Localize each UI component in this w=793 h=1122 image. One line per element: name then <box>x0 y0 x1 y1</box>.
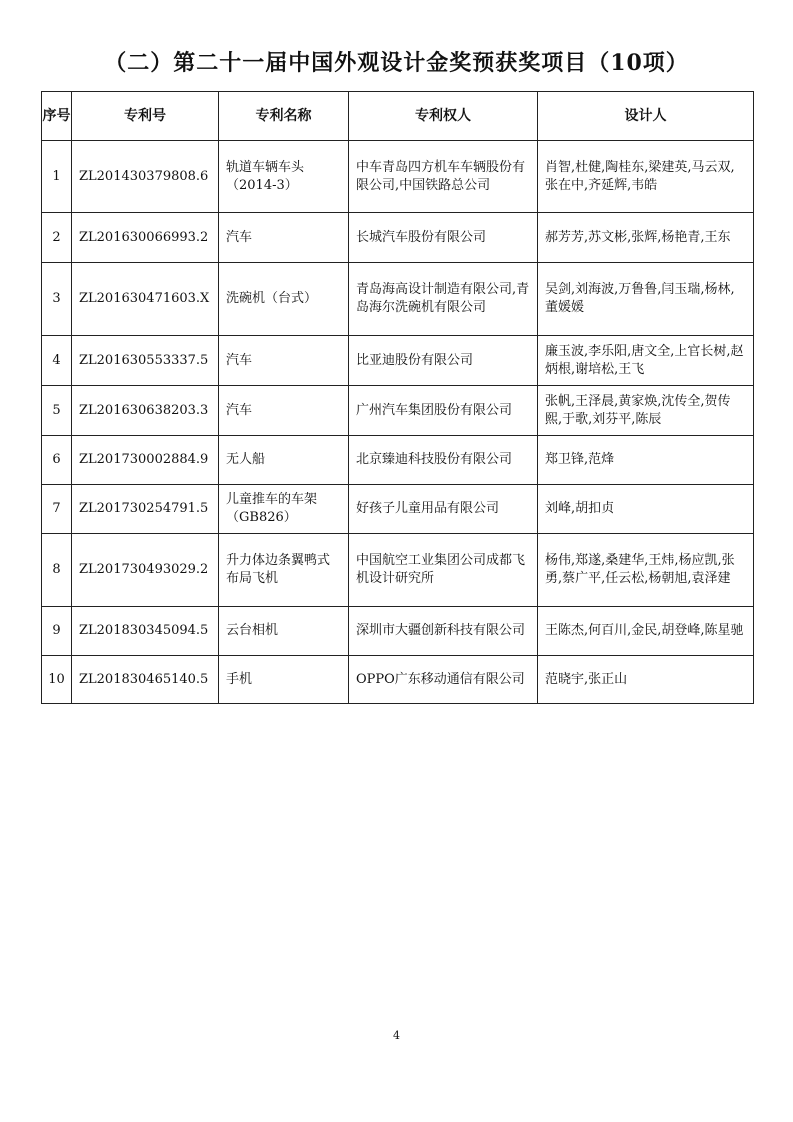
cell-patent-no: ZL201830465140.5 <box>72 656 219 704</box>
cell-seq: 10 <box>42 656 72 704</box>
cell-patent-name: 汽车 <box>219 386 349 436</box>
cell-designer: 廉玉波,李乐阳,唐文全,上官长树,赵炳根,谢培松,王飞 <box>538 336 754 386</box>
cell-patent-name: 轨道车辆车头（2014-3） <box>219 141 349 213</box>
award-table <box>41 91 754 704</box>
cell-seq: 8 <box>42 534 72 607</box>
cell-patent-no: ZL201730002884.9 <box>72 436 219 485</box>
cell-designer: 张帆,王泽晨,黄家焕,沈传全,贺传熙,于歌,刘芬平,陈辰 <box>538 386 754 436</box>
cell-patent-no: ZL201730493029.2 <box>72 534 219 607</box>
cell-patentee: 广州汽车集团股份有限公司 <box>349 386 538 436</box>
table-header-row <box>42 92 754 141</box>
cell-designer: 郑卫锋,范烽 <box>538 436 754 485</box>
table-row <box>42 386 754 436</box>
cell-patent-no: ZL201830345094.5 <box>72 607 219 656</box>
cell-designer: 范晓宇,张正山 <box>538 656 754 704</box>
cell-patentee: 青岛海高设计制造有限公司,青岛海尔洗碗机有限公司 <box>349 263 538 336</box>
cell-patentee: 深圳市大疆创新科技有限公司 <box>349 607 538 656</box>
cell-designer: 杨伟,郑遂,桑建华,王炜,杨应凯,张勇,蔡广平,任云松,杨朝旭,袁泽建 <box>538 534 754 607</box>
header-patent-no: 专利号 <box>72 92 219 141</box>
header-seq: 序号 <box>42 92 72 141</box>
cell-patent-name: 无人船 <box>219 436 349 485</box>
cell-designer: 吴剑,刘海波,万鲁鲁,闫玉瑞,杨林,董媛媛 <box>538 263 754 336</box>
cell-patent-name: 儿童推车的车架（GB826） <box>219 485 349 534</box>
cell-seq: 5 <box>42 386 72 436</box>
table-row <box>42 485 754 534</box>
header-patent-name: 专利名称 <box>219 92 349 141</box>
header-patentee: 专利权人 <box>349 92 538 141</box>
cell-patent-name: 洗碗机（台式） <box>219 263 349 336</box>
cell-patentee: OPPO广东移动通信有限公司 <box>349 656 538 704</box>
cell-patentee: 长城汽车股份有限公司 <box>349 213 538 263</box>
cell-patentee: 北京臻迪科技股份有限公司 <box>349 436 538 485</box>
table-row <box>42 607 754 656</box>
cell-patentee: 好孩子儿童用品有限公司 <box>349 485 538 534</box>
cell-seq: 3 <box>42 263 72 336</box>
cell-seq: 6 <box>42 436 72 485</box>
cell-patent-no: ZL201630638203.3 <box>72 386 219 436</box>
cell-patentee: 中车青岛四方机车车辆股份有限公司,中国铁路总公司 <box>349 141 538 213</box>
header-designer: 设计人 <box>538 92 754 141</box>
cell-designer: 肖智,杜健,陶桂东,梁建英,马云双,张在中,齐延辉,韦皓 <box>538 141 754 213</box>
cell-patent-name: 手机 <box>219 656 349 704</box>
cell-seq: 7 <box>42 485 72 534</box>
cell-seq: 1 <box>42 141 72 213</box>
cell-patentee: 比亚迪股份有限公司 <box>349 336 538 386</box>
table-row <box>42 213 754 263</box>
cell-patentee: 中国航空工业集团公司成都飞机设计研究所 <box>349 534 538 607</box>
cell-designer: 王陈杰,何百川,金民,胡登峰,陈星驰 <box>538 607 754 656</box>
cell-patent-no: ZL201730254791.5 <box>72 485 219 534</box>
table-row <box>42 534 754 607</box>
cell-seq: 4 <box>42 336 72 386</box>
cell-patent-no: ZL201630471603.X <box>72 263 219 336</box>
page-title: （二）第二十一届中国外观设计金奖预获奖项目（10项） <box>104 50 689 76</box>
cell-patent-no: ZL201630066993.2 <box>72 213 219 263</box>
page-number: 4 <box>393 1029 400 1042</box>
cell-patent-no: ZL201430379808.6 <box>72 141 219 213</box>
table-row <box>42 336 754 386</box>
cell-patent-name: 云台相机 <box>219 607 349 656</box>
table-row <box>42 141 754 213</box>
cell-patent-no: ZL201630553337.5 <box>72 336 219 386</box>
cell-seq: 2 <box>42 213 72 263</box>
cell-patent-name: 汽车 <box>219 213 349 263</box>
cell-patent-name: 汽车 <box>219 336 349 386</box>
table-row <box>42 436 754 485</box>
cell-designer: 刘峰,胡扣贞 <box>538 485 754 534</box>
cell-seq: 9 <box>42 607 72 656</box>
table-row <box>42 656 754 704</box>
table-row <box>42 263 754 336</box>
cell-designer: 郝芳芳,苏文彬,张辉,杨艳青,王东 <box>538 213 754 263</box>
cell-patent-name: 升力体边条翼鸭式布局飞机 <box>219 534 349 607</box>
